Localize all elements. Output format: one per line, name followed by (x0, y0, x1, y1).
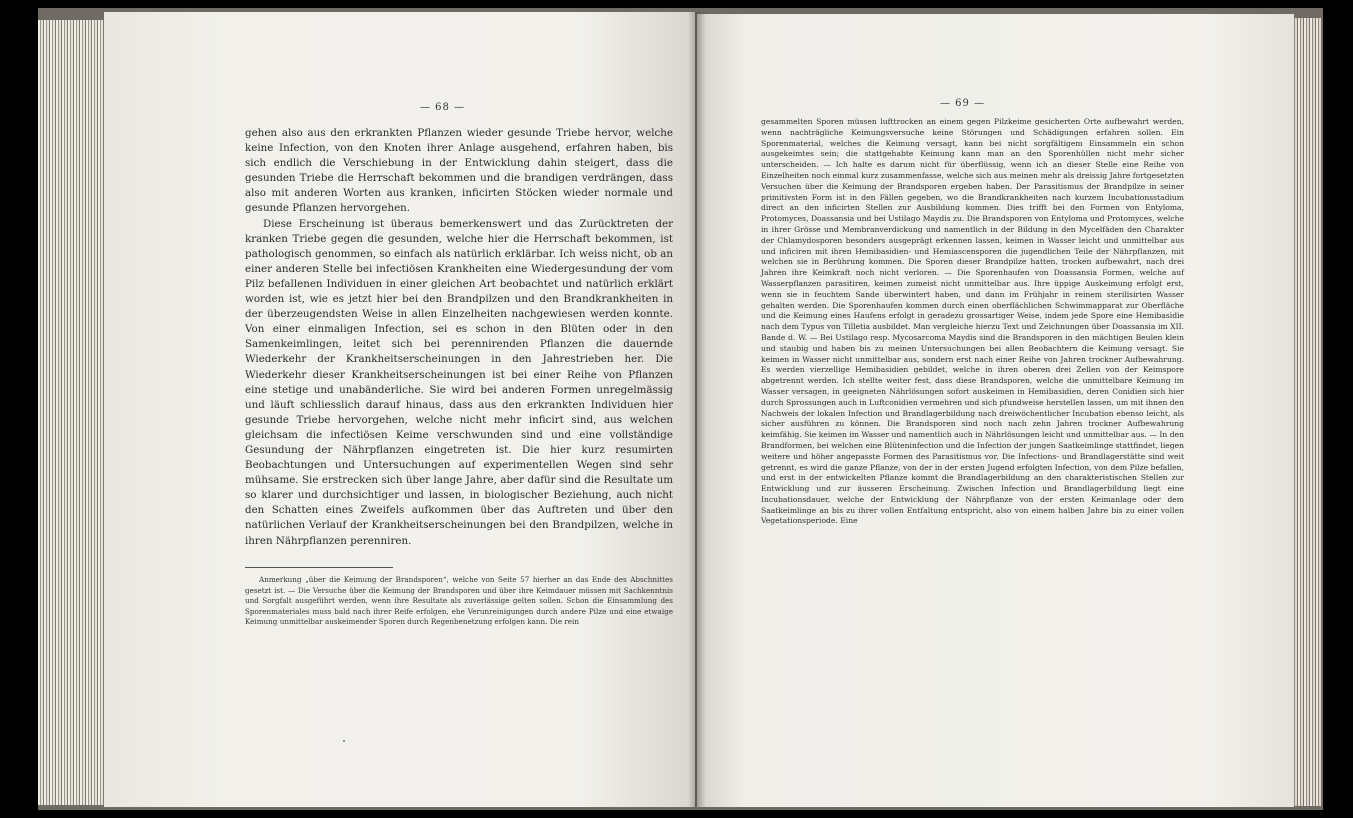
page-stack-right (1292, 18, 1322, 806)
left-page-number: — 68 — (420, 102, 466, 113)
left-page-body (245, 126, 673, 547)
right-page-number: — 69 — (940, 98, 986, 109)
right-page-text: gesammelten Sporen müssen lufttrocken an einem gegen Pilzkeime gesicherten Orte aufbewahrt werden, wenn nachträgliche Keimungsversuche keine Störungen und Schädigungen erfahren sollen. Ein Sporenmaterial, welches die Keimung versagt, kann bei nicht sorgfältigem Einsammeln ein schon ausgekeimtes sein; die stattgehabte Keimung kann man an den Sporenhüllen nicht mehr sicher unterscheiden. — Ich halte es darum nicht für überflüssig, wenn ich an dieser Stelle eine Reihe von Einzelheiten noch einmal kurz zusammenfasse, welche sich aus meinen mehr als dreissig Jahre fortgesetzten Versuchen über die Keimung der Brandsporen ergeben haben. Der Parasitismus der Brandpilze in seiner primitivsten Form ist in den Fällen gegeben, wo die Brandkrankheiten nach kurzem Incubationsstadium direct an den inficirten Stellen zur Ausbildung kommen. Dies trifft bei den Formen von Entyloma, Protomyces, Doassansia und bei Ustilago Maydis zu. Die Brandsporen von Entyloma und Protomyces, welche in ihrer Grösse und Membranverdickung und namentlich in der Bildung in den Mycelfäden den Charakter der Chlamydosporen besonders ausgeprägt erkennen lassen, keimen in Wasser leicht und unmittelbar aus und inficiren mit ihren Hemibasidien- und Hemiascensporen die jugendlichen Teile der Nährpflanzen, mit welchen sie in Berührung kommen. Die Sporen dieser Brandpilze hatten, trocken aufbewahrt, nach drei Jahren ihre Keimkraft noch nicht verloren. — Die Sporenhaufen von Doassansia Formen, welche auf Wasserpflanzen parasitiren, keimen zumeist nicht unmittelbar aus. Ihre üppige Auskeimung erfolgt erst, wenn sie in feuchtem Sande überwintert haben, und dann im Frühjahr in reinem sterilisirten Wasser gehalten werden. Die Sporenhaufen kommen durch einen oberflächlichen Schwimmapparat zur Oberfläche und die Keimung eines Haufens erfolgt in geradezu grossartiger Weise, indem jede Spore eine Hemibasidie nach dem Typus von Tilletia ausbildet. Man vergleiche hierzu Text und Zeichnungen über Doassansia im XII. Bande d. W. — Bei Ustilago resp. Mycosarcoma Maydis sind die Brandsporen in den mächtigen Beulen klein und staubig und haben bis zu meinen Untersuchungen bei allen Beobachtern die Keimung versagt. Sie keimen in Wasser nicht unmittelbar aus, sondern erst nach einer Reihe von Jahren trockner Aufbewahrung. Es werden vierzellige Hemibasidien gebildet, welche in ihren oberen drei Zellen von der Keimspore abgetrennt werden. Ich stellte weiter fest, dass diese Brandsporen, welche die unmittelbare Keimung im Wasser versagen, in geeigneten Nährlösungen sofort auskeimen in Hemibasidien, deren Conidien sich hier durch Sprossungen auch in Luftconidien vermehren und sich pfundweise herstellen lassen, um mit ihnen den Nachweis der lokalen Infection und Brandlagerbildung nach dreiwöchentlicher Incubation ebenso leicht, als sicher ausführen zu können. Die Brandsporen sind noch nach zehn Jahren trockner Aufbewahrung keimfähig. Sie keimen im Wasser und namentlich auch in Nährlösungen leicht und unmittelbar aus. — In den Brandformen, bei welchen eine Blüteninfection und die Infection der jungen Saatkeimlinge stattfindet, liegen weitere und höher angepasste Formen des Parasitismus vor. Die Infections- und Brandlagerstätte sind weit getrennt, es wird die ganze Pflanze, von der in der ersten Jugend erfolgten Infection, von dem Pilze befallen, und erst in der entwickelten Pflanze kommt die Brandlagerbildung an den charakteristischen Stellen zur Entwicklung und zur äusseren Erscheinung. Zwischen Infection und Brandlagerbildung liegt eine Incubationsdauer, welche der Entwicklung der Nährpflanze von der ersten Keimanlage oder dem Saatkeimlinge an bis zu ihrer vollen Entfaltung entspricht, also von einem halben Jahre bis zu einer vollen Vegetationsperiode. Eine (761, 117, 1185, 526)
footnote-text: Anmerkung „über die Keimung der Brandsporen“, welche von Seite 57 hierher an das Ende des Abschnittes gesetzt ist. — Die Versuche über die Keimung der Brandsporen und über ihre Keimdauer müssen mit Sachkenntnis und Sorgfalt ausgeführt werden, wenn ihre Resultate als zuverlässige gelten sollen. Schon die Einsammlung des Sporenmateriales muss bald nach ihrer Reife erfolgen, ehe Verunreinigungen durch andere Pilze und eine etwaige Keimung unmittelbar auskeimender Sporen durch Regenbenetzung erfolgen kann. Die rein (245, 575, 673, 626)
page-speck (343, 740, 345, 742)
left-paragraph-2: Diese Erscheinung ist überaus bemerkenswert und das Zurücktreten der kranken Triebe gegen die gesunden, welche hier die Herrschaft bekommen, ist pathologisch genommen, so einfach als natürlich erklärbar. Ich weiss nicht, ob an einer anderen Stelle bei infectiösen Krankheiten eine Wiedergesundung der vom Pilz befallenen Individuen in einer gleichen Art beobachtet und natürlich erklärt worden ist, wie es jetzt hier bei den Brandpilzen und den Brandkrankheiten in der überzeugendsten Weise in allen Einzelheiten nachgewiesen werden konnte. Von einer einmaligen Infection, sei es schon in den Blüten oder in den Samenkeimlingen, leitet sich bei perennirenden Pflanzen die dauernde Wiederkehr der Krankheitserscheinungen in den Jahrestrieben her. Die Wiederkehr dieser Krankheitserscheinungen ist bei einer Reihe von Pflanzen eine stetige und unabänderliche. Sie wird bei anderen Formen unregelmässig und läuft schliesslich darauf hinaus, dass aus den erkrankten Individuen hier gesunde Triebe hervorgehen, welche nicht mehr inficirt sind, aus welchen gleichsam die infectiösen Keime verschwunden sind und eine vollständige Gesundung der Nährpflanzen eingetreten ist. Die hier kurz resumirten Beobachtungen und Untersuchungen auf experimentellen Wegen sind sehr mühsame. Sie erstrecken sich über lange Jahre, aber dafür sind die Resultate um so klarer und durchsichtiger und lassen, in biologischer Beziehung, auch nicht den Schatten eines Zweifels aufkommen über das Auftreten und über den natürlichen Verlauf der Krankheitserscheinungen bei den Brandpilzen, welche in ihren Nährpflanzen perenniren. (245, 217, 673, 547)
footnote-rule (245, 567, 393, 568)
right-page-body (761, 117, 1184, 657)
left-page-footnote (245, 575, 673, 653)
book-gutter (688, 12, 706, 807)
left-paragraph-1: gehen also aus den erkrankten Pflanzen wieder gesunde Triebe hervor, welche keine Infection, von den Knoten ihrer Anlage ausgehend, erfahren haben, bis sich endlich die Verschiebung in der Entwicklung dahin steigert, dass die gesunden Triebe die Herrschaft bekommen und die brandigen verdrängen, dass also mit anderen Worten aus kranken, inficirten Stöcken wieder normale und gesunde Pflanzen hervorgehen. (245, 127, 673, 215)
page-stack-left (38, 20, 108, 805)
